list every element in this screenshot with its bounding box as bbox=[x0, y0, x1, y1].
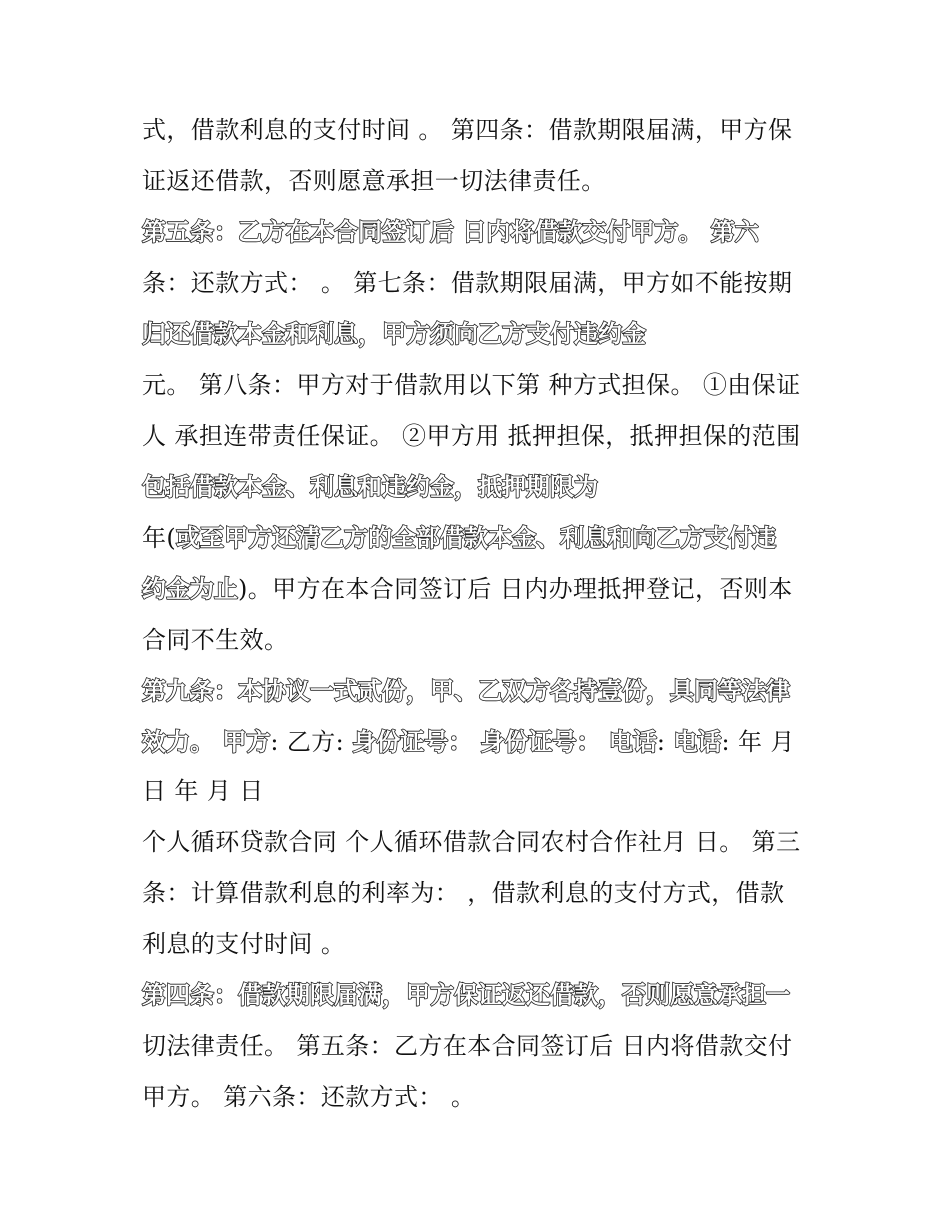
line-segment-outlined: 约金为止 bbox=[142, 575, 238, 603]
line-segment-outlined: 效力。 甲方 bbox=[142, 728, 271, 756]
text-line bbox=[142, 929, 822, 959]
line-text: 甲方。 第六条：还款方式： 。 bbox=[142, 1083, 476, 1111]
line-text: 个人循环贷款合同 个人循环借款合同农村合作社月 日。 第三 bbox=[142, 828, 801, 856]
line-text: 日 年 月 日 bbox=[142, 777, 264, 805]
text-line-outlined bbox=[142, 217, 822, 247]
line-text: 第四条：借款期限届满，甲方保证返还借款，否则愿意承担一 bbox=[142, 981, 790, 1009]
line-text: 人 承担连带责任保证。 ②甲方用 抵押担保，抵押担保的范围 bbox=[142, 422, 801, 450]
text-line bbox=[142, 115, 822, 145]
line-segment: : 年 月 bbox=[721, 728, 795, 756]
text-line bbox=[142, 166, 822, 196]
text-line bbox=[142, 421, 822, 451]
text-line bbox=[142, 1082, 822, 1112]
text-line bbox=[142, 827, 822, 857]
line-segment: : bbox=[656, 728, 674, 756]
text-line-outlined bbox=[142, 472, 822, 502]
text-line bbox=[142, 776, 822, 806]
text-line bbox=[142, 523, 822, 553]
line-text: 式，借款利息的支付时间 。 第四条：借款期限届满，甲方保 bbox=[142, 116, 793, 144]
line-segment-outlined: 或至甲方还清乙方的全部借款本金、利息和向乙方支付违 bbox=[176, 524, 777, 552]
line-segment: )。甲方在本合同签订后 日内办理抵押登记，否则本 bbox=[238, 575, 793, 603]
text-line bbox=[142, 370, 822, 400]
text-line-outlined bbox=[142, 676, 822, 706]
text-line bbox=[142, 727, 822, 757]
line-text: 证返还借款，否则愿意承担一切法律责任。 bbox=[142, 167, 606, 195]
line-text: 合同不生效。 bbox=[142, 626, 289, 654]
line-text: 包括借款本金、利息和违约金，抵押期限为 bbox=[142, 473, 598, 501]
text-line bbox=[142, 268, 822, 298]
line-segment: 年( bbox=[142, 524, 177, 552]
text-line bbox=[142, 574, 822, 604]
line-text: 归还借款本金和利息，甲方须向乙方支付违约金 bbox=[142, 320, 646, 348]
line-text: 第五条：乙方在本合同签订后 日内将借款交付甲方。 第六 bbox=[142, 218, 759, 246]
line-text: 切法律责任。 第五条：乙方在本合同签订后 日内将借款交付 bbox=[142, 1032, 793, 1060]
text-line bbox=[142, 1031, 822, 1061]
line-text: 元。 第八条：甲方对于借款用以下第 种方式担保。 ①由保证 bbox=[142, 371, 801, 399]
text-line bbox=[142, 878, 822, 908]
line-text: 第九条：本协议一式贰份，甲、乙双方各持壹份，具同等法律 bbox=[142, 677, 790, 705]
line-segment: : 乙方: bbox=[270, 728, 353, 756]
text-line bbox=[142, 625, 822, 655]
text-line-outlined bbox=[142, 980, 822, 1010]
line-segment-outlined: 电话 bbox=[673, 728, 722, 756]
line-text: 条：计算借款利息的利率为： ，借款利息的支付方式，借款 bbox=[142, 879, 785, 907]
line-text: 条：还款方式： 。 第七条：借款期限届满，甲方如不能按期 bbox=[142, 269, 793, 297]
line-segment-outlined: 身份证号： 身份证号： 电话 bbox=[352, 728, 657, 756]
text-line-outlined bbox=[142, 319, 822, 349]
line-text: 利息的支付时间 。 bbox=[142, 930, 346, 958]
